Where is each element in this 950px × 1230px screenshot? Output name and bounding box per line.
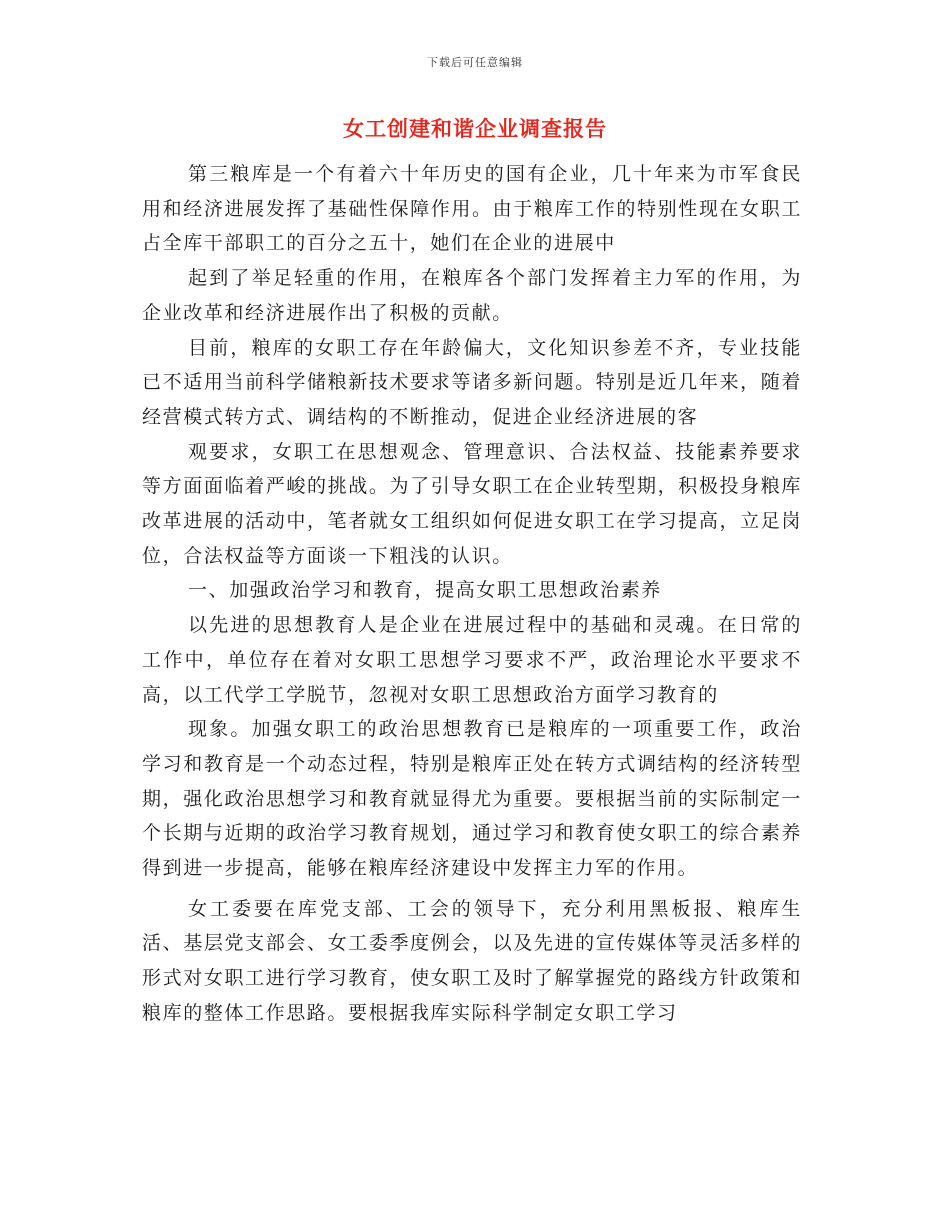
paragraph: 以先进的思想教育人是企业在进展过程中的基础和灵魂。在日常的工作中，单位存在着对女职工思想学习要求不严，政治理论水平要求不高，以工代学工学脱节，忽视对女职工思想政治方面学习教育的 <box>142 614 802 706</box>
paragraph: 起到了举足轻重的作用，在粮库各个部门发挥着主力军的作用，为企业改革和经济进展作出了积极的贡献。 <box>142 267 802 324</box>
paragraph: 目前，粮库的女职工存在年龄偏大，文化知识参差不齐，专业技能已不适用当前科学储粮新技术要求等诸多新问题。特别是近几年来，随着经营模式转方式、调结构的不断推动，促进企业经济进展的客 <box>142 336 802 428</box>
document-body <box>142 157 802 1031</box>
paragraph: 现象。加强女职工的政治思想教育已是粮库的一项重要工作，政治学习和教育是一个动态过程，特别是粮库正处在转方式调结构的经济转型期，强化政治思想学习和教育就显得尤为重要。要根据当前的实际制定一个长期与近期的政治学习教育规划，通过学习和教育使女职工的综合素养得到进一步提高，能够在粮库经济建设中发挥主力军的作用。 <box>142 718 802 880</box>
page-header-note: 下载后可任意编辑 <box>427 56 523 69</box>
paragraph: 观要求，女职工在思想观念、管理意识、合法权益、技能素养要求等方面面临着严峻的挑战。为了引导女职工在企业转型期，积极投身粮库改革进展的活动中，笔者就女工组织如何促进女职工在学习提高，立足岗位，合法权益等方面谈一下粗浅的认识。 <box>142 440 802 567</box>
section-heading: 一、加强政治学习和教育，提高女职工思想政治素养 <box>188 579 662 602</box>
paragraph: 女工委要在库党支部、工会的领导下，充分利用黑板报、粮库生活、基层党支部会、女工委季度例会，以及先进的宣传媒体等灵活多样的形式对女职工进行学习教育，使女职工及时了解掌握党的路线方针政策和粮库的整体工作思路。要根据我库实际科学制定女职工学习 <box>142 897 802 1024</box>
paragraph: 第三粮库是一个有着六十年历史的国有企业，几十年来为市军食民用和经济进展发挥了基础性保障作用。由于粮库工作的特别性现在女职工占全库干部职工的百分之五十，她们在企业的进展中 <box>142 163 802 255</box>
document-title: 女工创建和谐企业调查报告 <box>343 117 607 141</box>
